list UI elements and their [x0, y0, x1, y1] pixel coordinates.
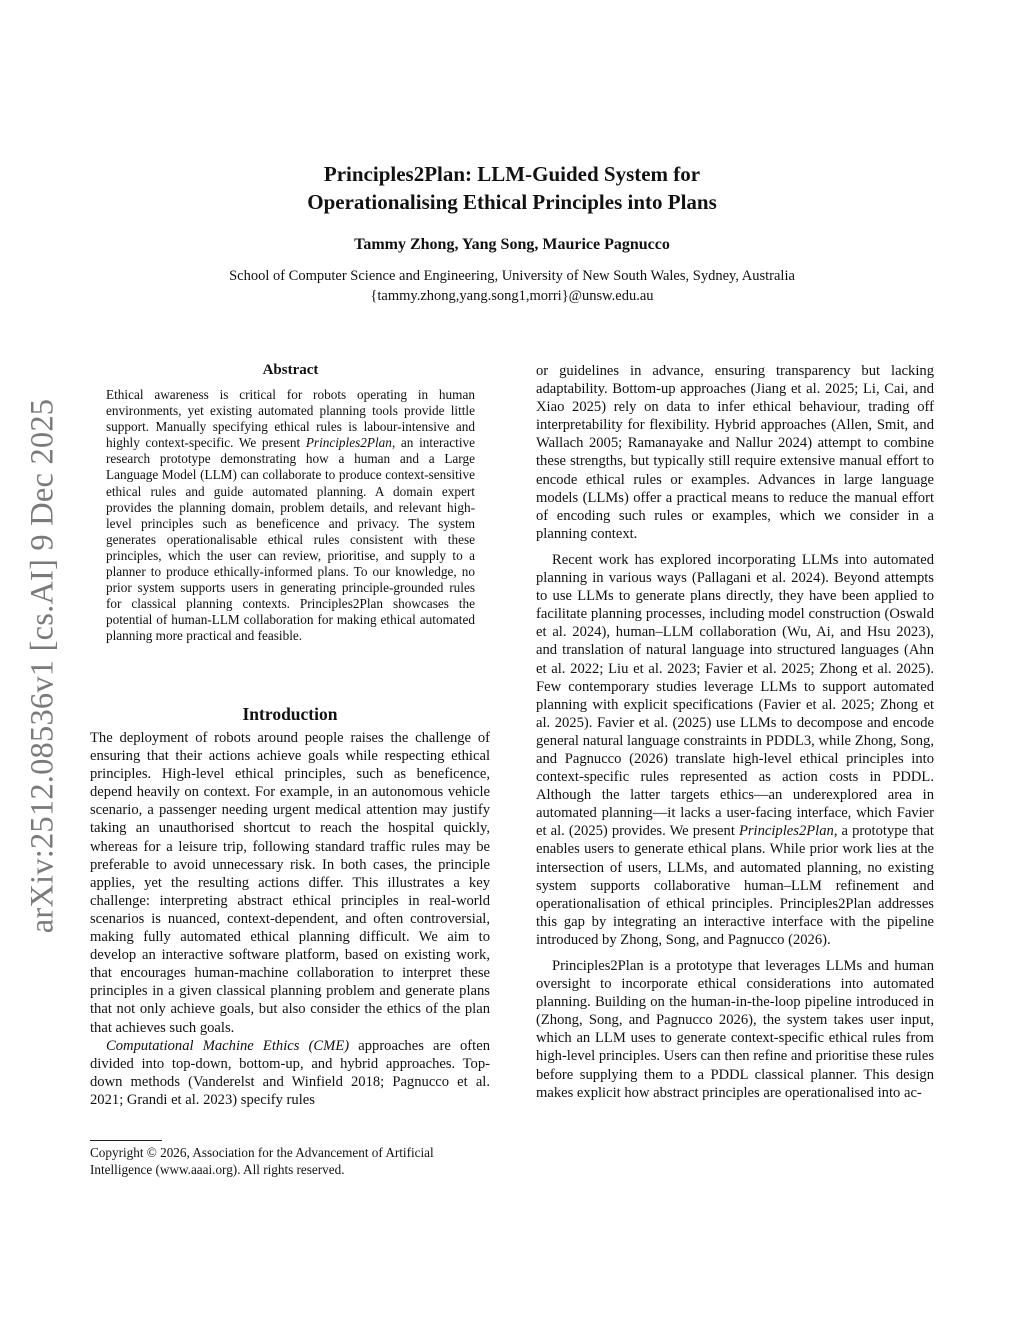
- author-list: Tammy Zhong, Yang Song, Maurice Pagnucco: [354, 236, 670, 253]
- abstract-text-1: Ethical awareness is critical for robots operating in human environments, yet existing automated planning tools provide little support. Manually specifying ethical rules is labour-intensive and highly context-specific. We present: [106, 387, 475, 451]
- introduction-heading: Introduction: [242, 704, 338, 724]
- arxiv-identifier: arXiv:2512.08536v1 [cs.AI] 9 Dec 2025: [24, 398, 61, 934]
- author-email: {tammy.zhong,yang.song1,morri}@unsw.edu.au: [370, 288, 654, 304]
- affiliation-block: [0, 266, 1024, 306]
- cme-term: Computational Machine Ethics (CME): [106, 1037, 350, 1054]
- left-column: [90, 729, 490, 1109]
- abstract-heading: Abstract: [262, 362, 319, 378]
- abstract-text-2: , an interactive research prototype demonstrating how a human and a Large Language Model (LLM) can collaborate to produce context-sensitive ethical rules and guide automated planning. A domain expert provides the planning domain, problem details, and relevant high-level principles such as beneficence and privacy. The system generates operationalisable ethical rules consistent with these principles, which the user can review, prioritise, and supply to a planner to produce ethically-informed plans. To our knowledge, no prior system supports users in generating principle-grounded rules for classical planning contexts. Principles2Plan showcases the potential of human-LLM collaboration for making ethical automated planning more practical and feasible.: [106, 435, 476, 644]
- affiliation: School of Computer Science and Engineering, University of New South Wales, Sydney, Australia: [229, 268, 795, 284]
- copyright-footnote: Copyright © 2026, Association for the Advancement of Artificial Intelligence (www.aaai.org). All rights reserved.: [90, 1145, 434, 1177]
- system-name-emphasis-2: Principles2Plan: [738, 823, 834, 840]
- arxiv-sidebar: [24, 388, 62, 944]
- intro-paragraph-1: The deployment of robots around people raises the challenge of ensuring that their actions achieve goals while respecting ethical principles. High-level ethical principles, such as beneficence, depend heavily on context. For example, in an autonomous vehicle scenario, a passenger needing urgent medical attention may justify taking an unauthorised shortcut to reach the hospital quickly, whereas for a leisure trip, following standard traffic rules may be preferable to avoid unnecessary risk. In both cases, the principle applies, yet the resulting actions differ. This illustrates a key challenge: interpreting abstract ethical principles in real-world scenarios is nuanced, context-dependent, and often controversial, making fully automated ethical planning difficult. We aim to develop an interactive software platform, based on existing work, that encourages human-machine collaboration to interpret these principles in a given classical planning problem and generate plans that not only achieve goals, but also consider the ethics of the plan that achieves such goals.: [90, 730, 490, 1036]
- abstract-body: [106, 387, 475, 645]
- intro-paragraph-2-continued: or guidelines in advance, ensuring transparency but lacking adaptability. Bottom-up approaches (Jiang et al. 2025; Li, Cai, and Xiao 2025) rely on data to infer ethical behaviour, trading off interpretability for flexibility. Hybrid approaches (Allen, Smit, and Wallach 2005; Ramanayake and Nallur 2024) attempt to combine these strengths, but typically still require extensive manual effort to encode ethical rules or examples. Advances in large language models (LLMs) offer a practical means to reduce the manual effort of encoding such rules or examples, which we consider in a planning context.: [536, 363, 934, 542]
- intro-paragraph-2: [90, 1037, 490, 1109]
- abstract-section: [106, 362, 475, 645]
- intro-paragraph-3-text-1: Recent work has explored incorporating LLMs into automated planning in various ways (Pallagani et al. 2024). Beyond attempts to use LLMs to generate plans directly, they have been applied to facilitate planning processes, including model construction (Oswald et al. 2024), human–LLM collaboration (Wu, Ai, and Hsu 2023), and translation of natural language into structured languages (Ahn et al. 2022; Liu et al. 2023; Favier et al. 2025; Zhong et al. 2025). Few contemporary studies leverage LLMs to support automated planning with explicit specifications (Favier et al. 2025; Zhong et al. 2025). Favier et al. (2025) use LLMs to decompose and encode general natural language constraints in PDDL3, while Zhong, Song, and Pagnucco (2026) translate high-level ethical principles into context-specific rules represented as action costs in PDDL. Although the latter targets ethics—an underexplored area in automated planning—it lacks a user-facing interface, which Favier et al. (2025) provides. We present: [536, 551, 934, 840]
- right-column: [536, 362, 934, 1102]
- footnote-rule: [90, 1140, 162, 1141]
- intro-paragraph-3-text-2: , a prototype that enables users to generate ethical plans. While prior work lies at the intersection of users, LLMs, and automated planning, no existing system supports collaborative human–LLM refinement and operationalisation of ethical principles. Principles2Plan addresses this gap by integrating an interactive interface with the pipeline introduced by Zhong, Song, and Pagnucco (2026).: [536, 823, 934, 948]
- intro-paragraph-3: [536, 551, 934, 949]
- intro-paragraph-4: Principles2Plan is a prototype that leverages LLMs and human oversight to incorporate ethical considerations into automated planning. Building on the human-in-the-loop pipeline introduced in (Zhong, Song, and Pagnucco 2026), the system takes user input, which an LLM uses to generate context-specific ethical rules from high-level principles. Users can then refine and prioritise these rules before supplying them to a PDDL classical planner. This design makes explicit how abstract principles are operationalised into ac-: [536, 958, 934, 1101]
- paper-title: [0, 160, 1024, 216]
- intro-paragraph-2-text: approaches are often divided into top-down, bottom-up, and hybrid approaches. Top-down methods (Vanderelst and Winfield 2018; Pagnucco et al. 2021; Grandi et al. 2023) specify rules: [90, 1037, 490, 1108]
- system-name-emphasis: Principles2Plan: [305, 435, 392, 451]
- title-line-2: Operationalising Ethical Principles into Plans: [307, 190, 717, 214]
- title-line-1: Principles2Plan: LLM-Guided System for: [323, 162, 701, 186]
